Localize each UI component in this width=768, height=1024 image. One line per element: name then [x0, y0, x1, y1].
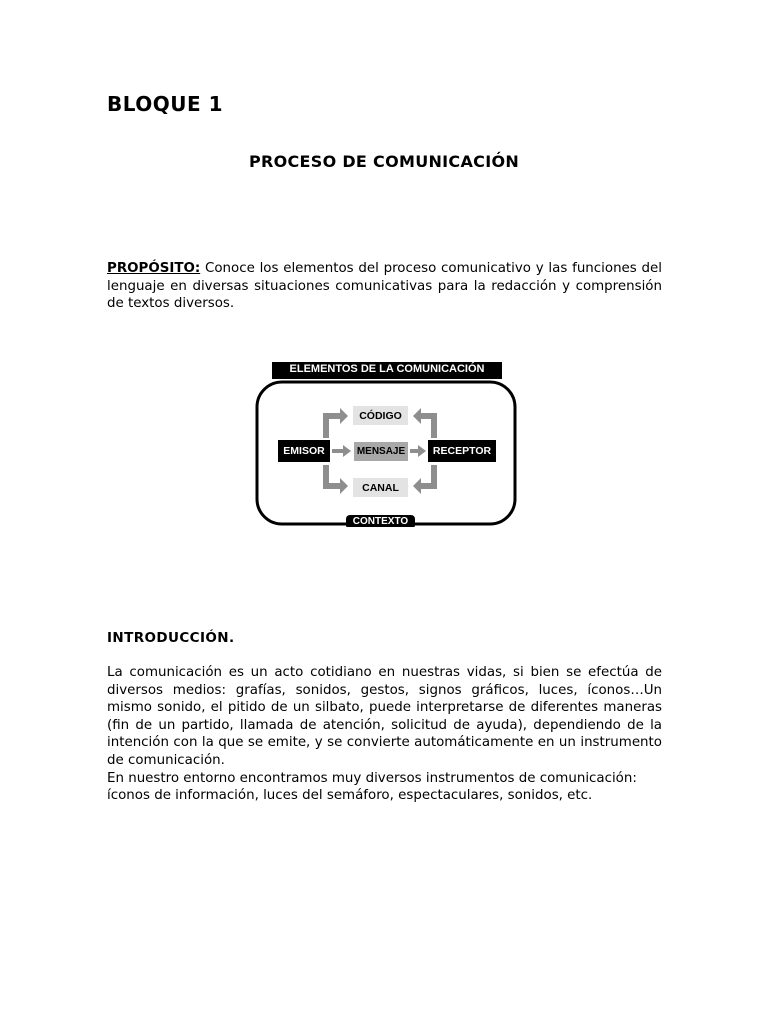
page-title: PROCESO DE COMUNICACIÓN — [248, 152, 520, 171]
purpose-text: Conoce los elementos del proceso comunicativo y las funciones del lenguaje en diversas situaciones comunicativas para la redacción y comprensión de textos diversos. — [107, 261, 662, 312]
arrow-sender-message — [332, 449, 344, 453]
arrow-down-left-bar — [323, 483, 341, 489]
code-label: CÓDIGO — [359, 410, 402, 422]
diagram-graphic — [255, 361, 517, 527]
introduction-paragraph: En nuestro entorno encontramos muy diversos instrumentos de comunicación: íconos de información, luces del semáforo, espectaculares, sonidos, etc. — [107, 770, 637, 804]
context-label: CONTEXTO — [352, 516, 409, 527]
message-label: MENSAJE — [356, 446, 406, 457]
arrow-up-left-bar — [323, 413, 341, 419]
introduction-paragraph: La comunicación es un acto cotidiano en nuestras vidas, si bien se efectúa de diversos medios: grafías, sonidos, gestos, signos gráficos, luces, íconos…Un mismo sonido, el pitido de un silbato, puede interpretarse de diferentes maneras (fin de un partido, llamada de atención, solicitud de ayuda), dependiendo de la intención con la que se emite, y se convierte automáticamente en un instrumento de comunicación. — [107, 665, 662, 768]
block-title: BLOQUE 1 — [107, 92, 224, 116]
arrow-up-right-bar — [420, 483, 437, 489]
introduction-body — [107, 664, 662, 805]
purpose-label: PROPÓSITO: — [107, 261, 201, 276]
arrow-down-right-bar — [420, 413, 437, 419]
introduction-heading: INTRODUCCIÓN. — [107, 630, 235, 646]
purpose-paragraph — [107, 260, 662, 313]
arrow-message-receiver — [410, 449, 419, 453]
receiver-label: RECEPTOR — [432, 445, 492, 457]
communication-diagram — [255, 361, 517, 527]
sender-label: EMISOR — [283, 445, 325, 457]
diagram-title: ELEMENTOS DE LA COMUNICACIÓN — [289, 363, 485, 375]
channel-label: CANAL — [362, 482, 399, 494]
